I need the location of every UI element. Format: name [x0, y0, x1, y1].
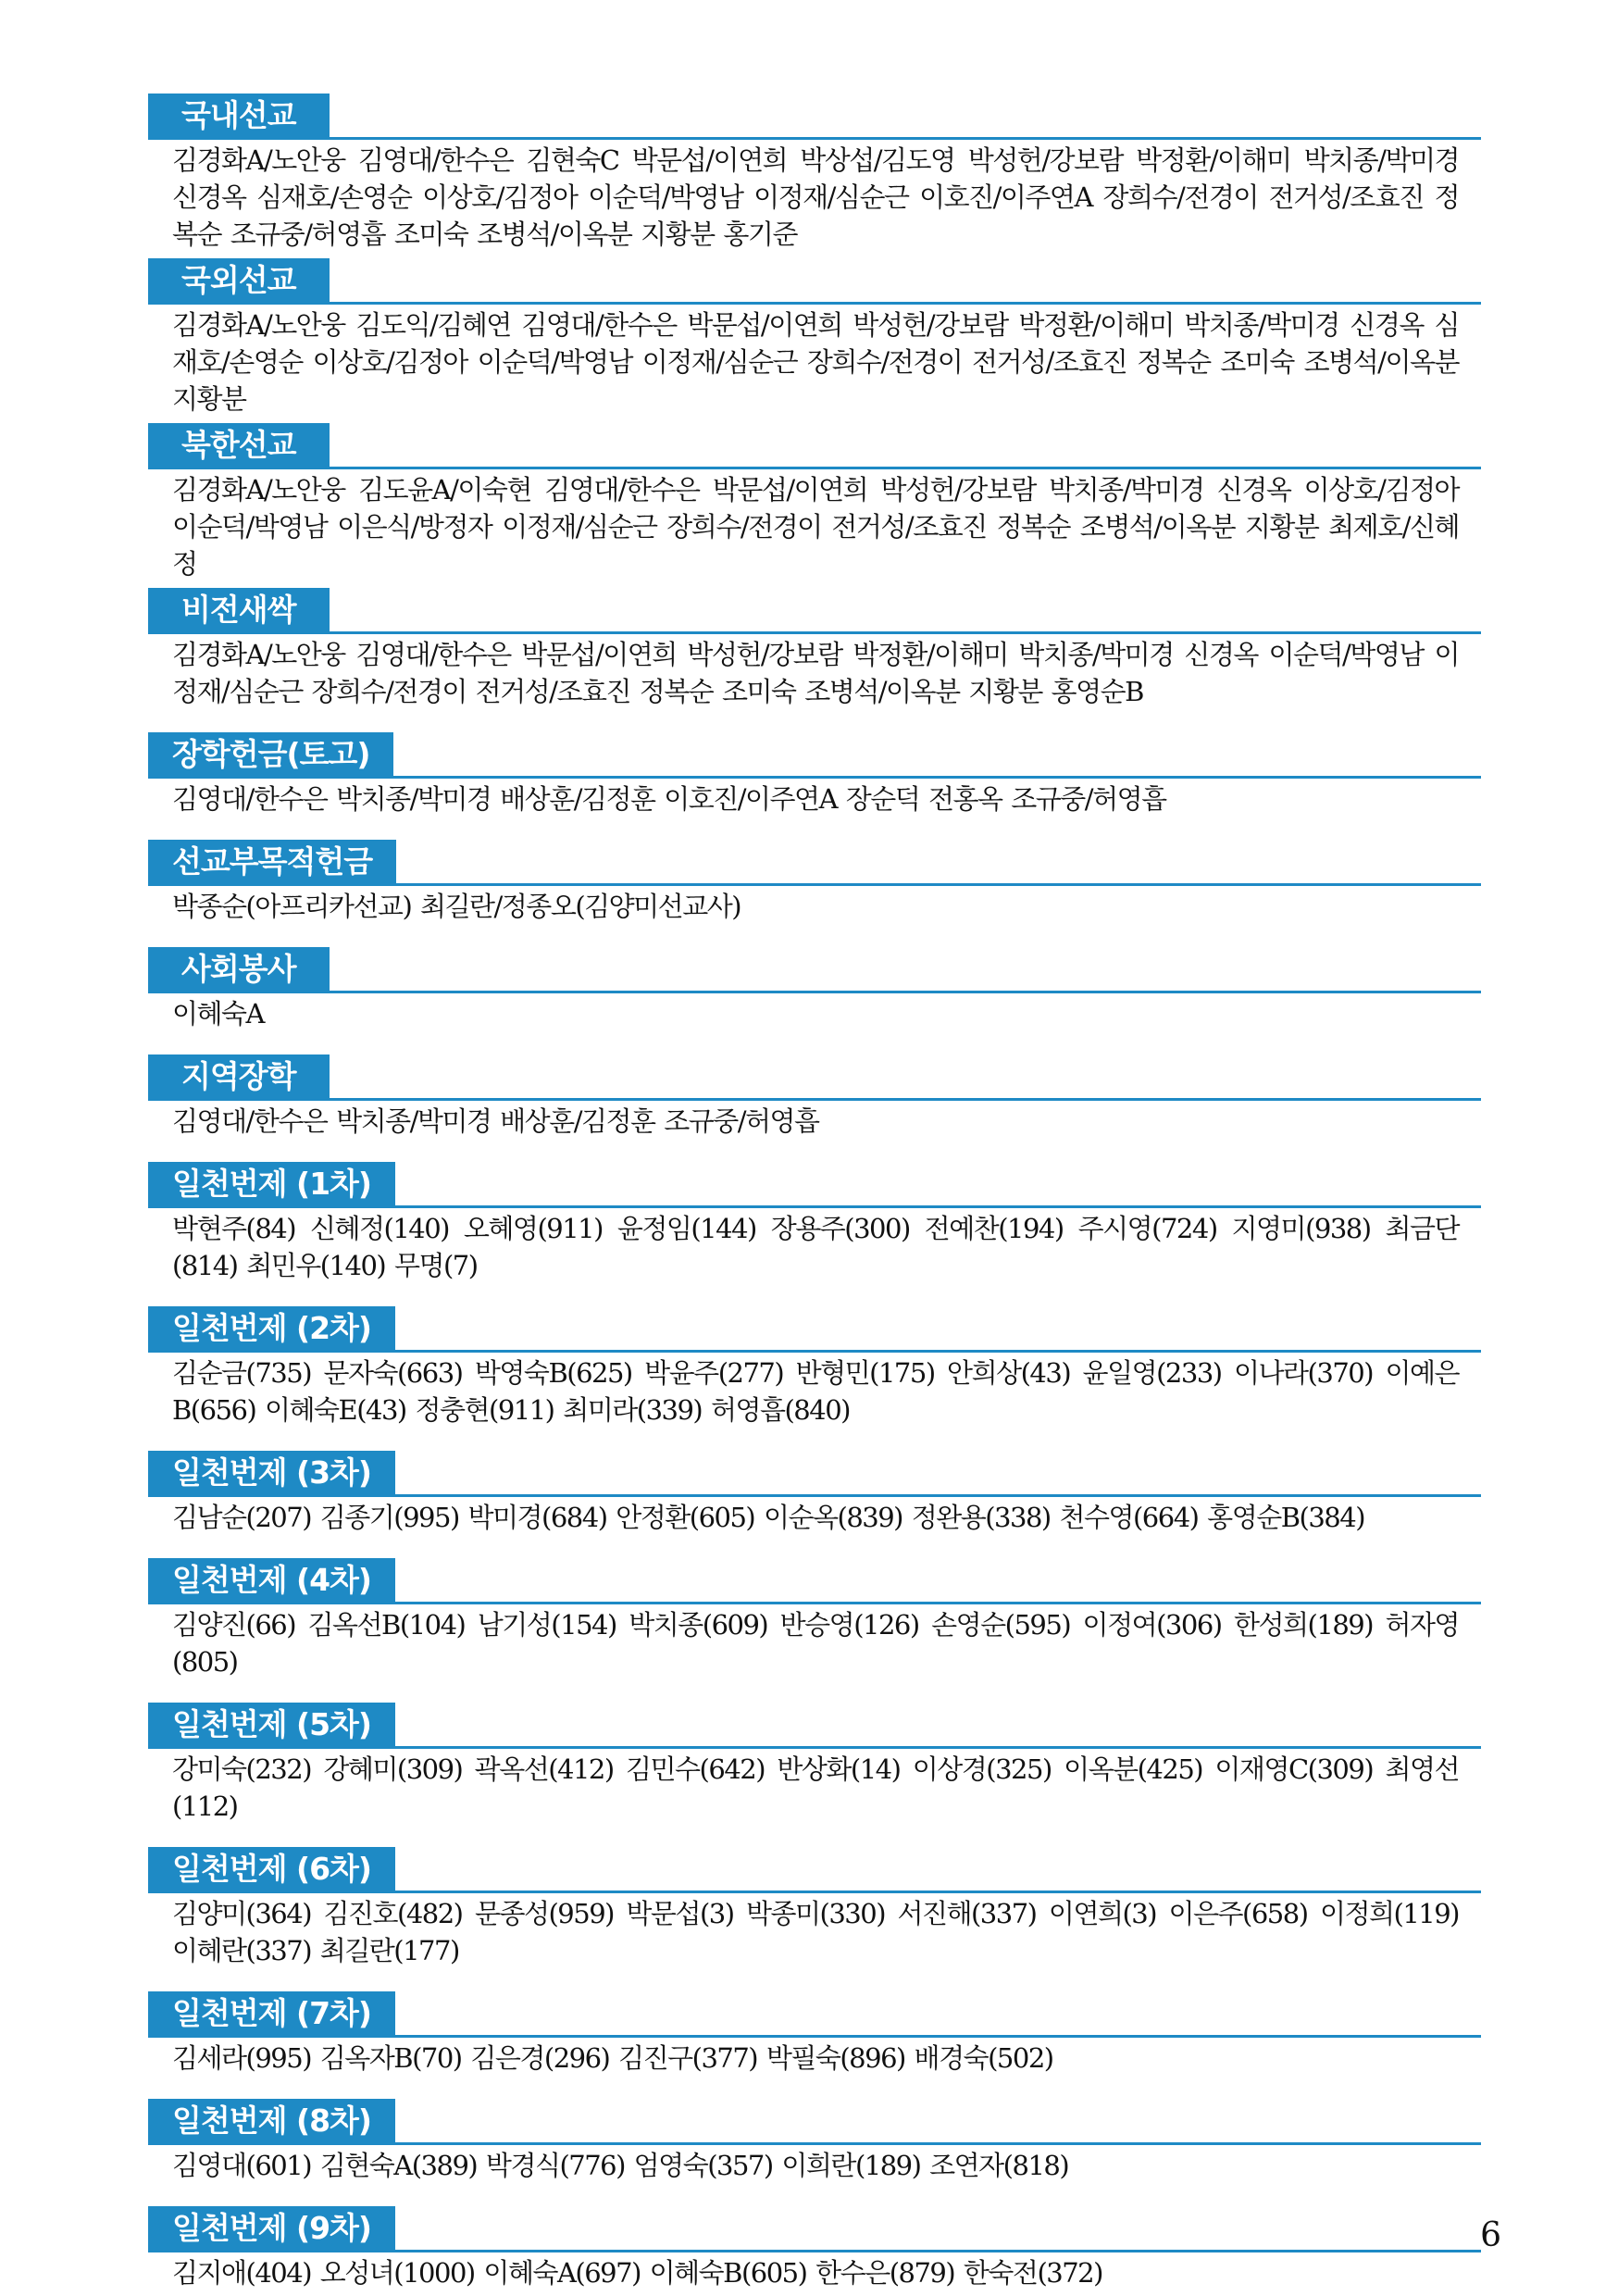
section-mission-purpose-offering	[148, 840, 1481, 925]
section-header	[148, 947, 1481, 993]
section-header	[148, 840, 1481, 886]
section-divider	[148, 1602, 1481, 1604]
section-names: 김양미(364) 김진호(482) 문종성(959) 박문섭(3) 박종미(330) 서진해(337) 이연희(3) 이은주(658) 이정희(119) 이혜란(337) 최길란(177)	[172, 1898, 1459, 1966]
section-local-scholarship	[148, 1054, 1481, 1140]
section-header	[148, 1162, 1481, 1208]
section-label: 북한선교	[148, 423, 330, 468]
section-names: 박현주(84) 신혜정(140) 오혜영(911) 윤정임(144) 장용주(300) 전예찬(194) 주시영(724) 지영미(938) 최금단(814) 최민우(140) 무명(7)	[172, 1213, 1459, 1281]
section-label: 일천번제 (2차)	[148, 1306, 395, 1351]
section-header	[148, 1451, 1481, 1497]
section-names: 김경화A/노안웅 김도익/김혜연 김영대/한수은 박문섭/이연희 박성헌/강보람 박정환/이해미 박치종/박미경 신경옥 심재호/손영순 이상호/김정아 이순덕/박영남 이정재/심순근 장희수/전경이 전거성/조효진 정복순 조미숙 조병석/이옥분 지황분	[172, 309, 1459, 415]
section-label: 일천번제 (9차)	[148, 2206, 395, 2251]
section-vision-sprout	[148, 588, 1481, 710]
section-divider	[148, 883, 1481, 886]
section-label: 일천번제 (5차)	[148, 1703, 395, 1747]
section-divider	[148, 1205, 1481, 1208]
section-names: 김세라(995) 김옥자B(70) 김은경(296) 김진구(377) 박필숙(896) 배경숙(502)	[172, 2042, 1053, 2074]
section-divider	[148, 467, 1481, 469]
section-divider	[148, 1350, 1481, 1353]
section-thousand-offering-3	[148, 1451, 1481, 1536]
page-number: 6	[1480, 2216, 1501, 2254]
section-label: 사회봉사	[148, 947, 330, 992]
section-header	[148, 1306, 1481, 1353]
section-header	[148, 258, 1481, 305]
section-divider	[148, 1098, 1481, 1101]
section-names: 김영대(601) 김현숙A(389) 박경식(776) 엄영숙(357) 이희란(189) 조연자(818)	[172, 2150, 1069, 2181]
section-thousand-offering-9	[148, 2206, 1481, 2291]
section-names: 박종순(아프리카선교) 최길란/정종오(김양미선교사)	[172, 891, 741, 922]
offering-list	[148, 94, 1481, 2291]
section-label: 일천번제 (1차)	[148, 1162, 395, 1206]
section-divider	[148, 1494, 1481, 1497]
section-divider	[148, 137, 1481, 140]
section-names: 김지애(404) 오성녀(1000) 이혜숙A(697) 이혜숙B(605) 한수은(879) 한숙전(372)	[172, 2257, 1102, 2289]
section-header	[148, 1558, 1481, 1604]
section-names: 김경화A/노안웅 김영대/한수은 박문섭/이연희 박성헌/강보람 박정환/이해미 박치종/박미경 신경옥 이순덕/박영남 이정재/심순근 장희수/전경이 전거성/조효진 정복순 조미숙 조병석/이옥분 지황분 홍영순B	[172, 639, 1459, 707]
section-label: 비전새싹	[148, 588, 330, 632]
section-label: 일천번제 (7차)	[148, 1991, 395, 2036]
section-header	[148, 1054, 1481, 1101]
section-domestic-mission	[148, 94, 1481, 253]
section-header	[148, 2206, 1481, 2252]
section-names: 김경화A/노안웅 김도윤A/이숙현 김영대/한수은 박문섭/이연희 박성헌/강보람 박치종/박미경 신경옥 이상호/김정아 이순덕/박영남 이은식/방정자 이정재/심순근 장희수/전경이 전거성/조효진 정복순 조병석/이옥분 지황분 최제호/신혜정	[172, 474, 1459, 580]
section-header	[148, 423, 1481, 469]
section-names: 강미숙(232) 강혜미(309) 곽옥선(412) 김민수(642) 반상화(14) 이상경(325) 이옥분(425) 이재영C(309) 최영선(112)	[172, 1753, 1459, 1822]
section-label: 선교부목적헌금	[148, 840, 396, 884]
section-divider	[148, 1746, 1481, 1749]
section-label: 국내선교	[148, 94, 330, 138]
section-label: 일천번제 (8차)	[148, 2099, 395, 2143]
section-names: 김순금(735) 문자숙(663) 박영숙B(625) 박윤주(277) 반형민(175) 안희상(43) 윤일영(233) 이나라(370) 이예은B(656) 이혜숙E(43) 정충현(911) 최미라(339) 허영흡(840)	[172, 1357, 1459, 1426]
section-names: 김남순(207) 김종기(995) 박미경(684) 안정환(605) 이순옥(839) 정완용(338) 천수영(664) 홍영순B(384)	[172, 1502, 1365, 1533]
section-overseas-mission	[148, 258, 1481, 418]
section-thousand-offering-2	[148, 1306, 1481, 1429]
section-divider	[148, 776, 1481, 779]
section-header	[148, 732, 1481, 779]
section-header	[148, 1991, 1481, 2038]
section-names: 이혜숙A	[172, 998, 264, 1029]
section-header	[148, 1847, 1481, 1893]
section-thousand-offering-1	[148, 1162, 1481, 1284]
section-divider	[148, 991, 1481, 993]
section-thousand-offering-7	[148, 1991, 1481, 2077]
section-scholarship-togo	[148, 732, 1481, 817]
section-divider	[148, 631, 1481, 634]
section-header	[148, 588, 1481, 634]
section-header	[148, 1703, 1481, 1749]
section-thousand-offering-6	[148, 1847, 1481, 1969]
section-thousand-offering-8	[148, 2099, 1481, 2184]
section-divider	[148, 1890, 1481, 1893]
section-label: 일천번제 (6차)	[148, 1847, 395, 1891]
section-divider	[148, 2250, 1481, 2252]
section-label: 국외선교	[148, 258, 330, 303]
section-names: 김양진(66) 김옥선B(104) 남기성(154) 박치종(609) 반승영(126) 손영순(595) 이정여(306) 한성희(189) 허자영(805)	[172, 1609, 1459, 1678]
section-names: 김영대/한수은 박치종/박미경 배상훈/김정훈 이호진/이주연A 장순덕 전홍옥 조규중/허영흡	[172, 783, 1166, 815]
section-divider	[148, 302, 1481, 305]
section-header	[148, 2099, 1481, 2145]
section-names: 김영대/한수은 박치종/박미경 배상훈/김정훈 조규중/허영흡	[172, 1105, 819, 1137]
section-thousand-offering-4	[148, 1558, 1481, 1680]
section-label: 장학헌금(토고)	[148, 732, 393, 777]
section-north-korea-mission	[148, 423, 1481, 582]
section-label: 지역장학	[148, 1054, 330, 1099]
section-thousand-offering-5	[148, 1703, 1481, 1825]
section-header	[148, 94, 1481, 140]
section-label: 일천번제 (4차)	[148, 1558, 395, 1603]
section-divider	[148, 2035, 1481, 2038]
section-names: 김경화A/노안웅 김영대/한수은 김현숙C 박문섭/이연희 박상섭/김도영 박성헌/강보람 박정환/이해미 박치종/박미경 신경옥 심재호/손영순 이상호/김정아 이순덕/박영남 이정재/심순근 이호진/이주연A 장희수/전경이 전거성/조효진 정복순 조규중/허영흡 조미숙 조병석/이옥분 지황분 홍기준	[172, 144, 1459, 250]
section-label: 일천번제 (3차)	[148, 1451, 395, 1495]
section-social-service	[148, 947, 1481, 1032]
section-divider	[148, 2142, 1481, 2145]
